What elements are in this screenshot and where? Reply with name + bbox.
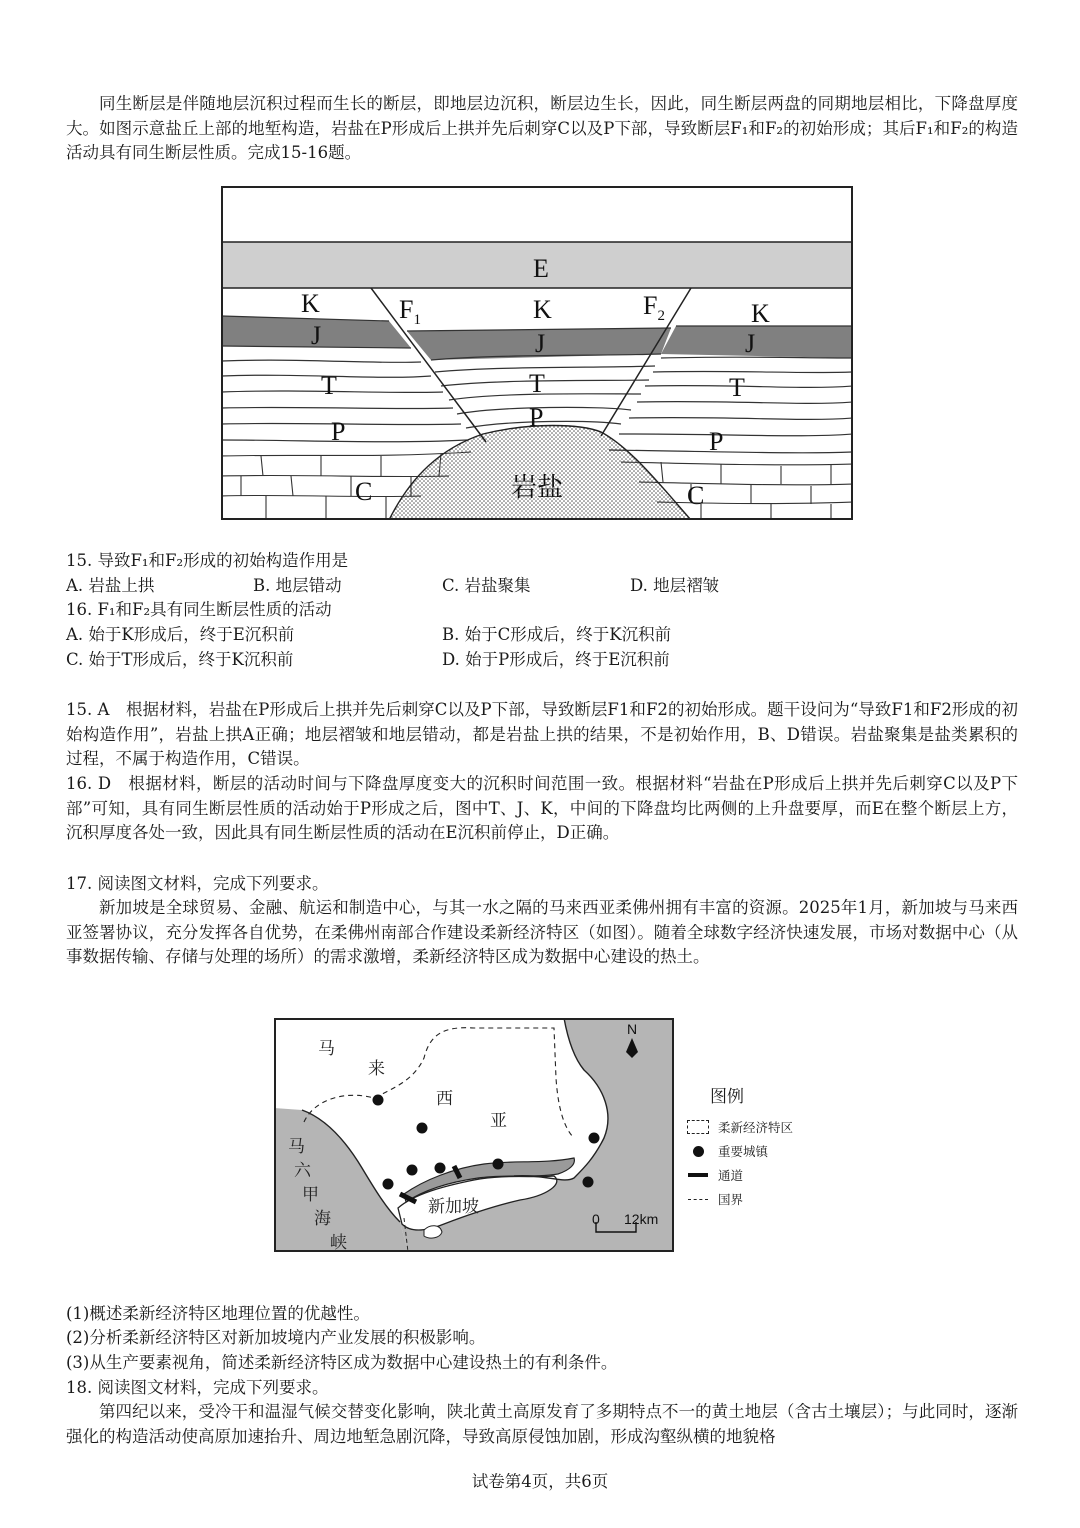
q17-sub1: (1)概述柔新经济特区地理位置的优越性。 <box>66 1304 370 1323</box>
q16-option-b[interactable]: B. 始于C形成后，终于K沉积前 <box>442 625 672 644</box>
label-C-right: C <box>687 481 705 510</box>
legend-zone-label: 柔新经济特区 <box>718 1120 794 1135</box>
map-legend <box>686 1082 846 1211</box>
intro-paragraph: 同生断层是伴随地层沉积过程而生长的断层，即地层边沉积，断层边生长，因此，同生断层两盘的同期地层相比，下降盘厚度大。如图示意盐丘上部的地堑构造，岩盐在P形成后上拱并先后刺穿C以及P下部，导致断层F₁和F₂的初始形成；其后F₁和F₂的构造活动具有同生断层性质。完成15-16题。 <box>66 94 1018 162</box>
strait-char-4: 海 <box>314 1209 331 1229</box>
q15-option-a[interactable]: A. 岩盐上拱 <box>66 576 155 595</box>
q16-option-d[interactable]: D. 始于P形成后，终于E沉积前 <box>442 650 670 669</box>
answer-16: 16. D 根据材料，断层的活动时间与下降盘厚度变大的沉积时间范围一致。根据材料“岩盐在P形成后上拱并先后刺穿C以及P下部”可知，具有同生断层性质的活动始于P形成之后，图中T、J、K，中间的下降盘均比两侧的上升盘要厚，而E在整个断层上方，沉积厚度各处一致，因此具有同生断层性质的活动在E沉积前停止，D正确。 <box>66 774 1018 842</box>
legend-corridor-label: 通道 <box>718 1168 744 1183</box>
singapore-label: 新加坡 <box>428 1197 479 1217</box>
legend-town-label: 重要城镇 <box>718 1144 769 1159</box>
q18-material: 第四纪以来，受冷干和温湿气候交替变化影响，陕北黄土高原发育了多期特点不一的黄土地层（含古土壤层）；与此同时，逐渐强化的构造活动使高原加速抬升、周边地堑急剧沉降，导致高原侵蚀加剧，形成沟壑纵横的地貌格 <box>66 1402 1018 1446</box>
label-P-right: P <box>709 427 724 456</box>
q15-option-d[interactable]: D. 地层褶皱 <box>630 576 720 595</box>
legend-border-label: 国界 <box>718 1192 744 1207</box>
q16-option-a[interactable]: A. 始于K形成后，终于E沉积前 <box>66 625 295 644</box>
label-F1: $F_1$ <box>399 295 421 328</box>
strait-char-2: 六 <box>294 1161 311 1181</box>
label-J-left: J <box>311 321 322 350</box>
q16-option-c[interactable]: C. 始于T形成后，终于K沉积前 <box>66 650 294 669</box>
label-T-mid: T <box>529 369 545 398</box>
q16-stem: 16. F₁和F₂具有同生断层性质的活动 <box>66 600 332 619</box>
strait-char-5: 峡 <box>330 1233 347 1252</box>
q17-stem: 17. 阅读图文材料，完成下列要求。 <box>66 874 329 893</box>
label-C-left: C <box>355 477 373 506</box>
malaysia-char-1: 马 <box>318 1039 335 1059</box>
label-F2: $F_2$ <box>643 291 665 324</box>
scale-zero: 0 <box>592 1211 600 1227</box>
legend-row-corridor <box>686 1163 846 1187</box>
label-J-right: J <box>745 329 756 358</box>
q18-stem: 18. 阅读图文材料，完成下列要求。 <box>66 1378 329 1397</box>
strait-char-3: 甲 <box>302 1185 319 1205</box>
salt-dome-graben-diagram <box>221 186 853 520</box>
label-J-mid: J <box>535 329 546 358</box>
label-T-right: T <box>729 373 745 402</box>
strait-char-1: 马 <box>288 1137 305 1157</box>
label-salt: 岩盐 <box>510 473 564 503</box>
legend-title: 图例 <box>710 1087 744 1107</box>
scale-km: 12km <box>624 1211 659 1227</box>
malaysia-char-4: 亚 <box>490 1111 507 1131</box>
malaysia-char-3: 西 <box>436 1089 453 1109</box>
label-K-mid: K <box>533 295 552 324</box>
q17-sub3: (3)从生产要素视角，简述柔新经济特区成为数据中心建设热土的有利条件。 <box>66 1353 618 1372</box>
legend-row-border <box>686 1187 846 1211</box>
dash-dot-line-icon <box>686 1192 710 1206</box>
north-label: N <box>626 1021 638 1037</box>
dot-icon <box>686 1144 710 1158</box>
q15-option-c[interactable]: C. 岩盐聚集 <box>442 576 531 595</box>
legend-row-town <box>686 1139 846 1163</box>
label-P-mid: P <box>529 403 544 432</box>
thick-line-icon <box>686 1168 710 1182</box>
label-K-left: K <box>301 289 320 318</box>
page-footer: 试卷第4页，共6页 <box>471 1472 609 1491</box>
label-E: E <box>533 254 549 283</box>
answer-15: 15. A 根据材料，岩盐在P形成后上拱并先后刺穿C以及P下部，导致断层F1和F2的初始形成。题干设问为“导致F1和F2形成的初始构造作用”，岩盐上拱A正确；地层褶皱和地层错动，都是岩盐上拱的结果，不是初始作用，B、D错误。岩盐聚集是盐类累积的过程，不属于构造作用，C错误。 <box>66 700 1018 768</box>
legend-row-zone <box>686 1115 846 1139</box>
johor-singapore-map <box>274 1018 674 1252</box>
dashed-box-icon <box>686 1120 710 1134</box>
label-P-left: P <box>331 417 346 446</box>
malaysia-char-2: 来 <box>368 1059 385 1079</box>
q17-sub2: (2)分析柔新经济特区对新加坡境内产业发展的积极影响。 <box>66 1328 486 1347</box>
q17-material: 新加坡是全球贸易、金融、航运和制造中心，与其一水之隔的马来西亚柔佛州拥有丰富的资源。2025年1月，新加坡与马来西亚签署协议，充分发挥各自优势，在柔佛州南部合作建设柔新经济特区（如图）。随着全球数字经济快速发展，市场对数据中心（从事数据传输、存储与处理的场所）的需求激增，柔新经济特区成为数据中心建设的热土。 <box>66 898 1018 966</box>
q15-stem: 15. 导致F₁和F₂形成的初始构造作用是 <box>66 551 349 570</box>
q15-option-b[interactable]: B. 地层错动 <box>253 576 342 595</box>
label-K-right: K <box>751 299 770 328</box>
label-T-left: T <box>321 371 337 400</box>
